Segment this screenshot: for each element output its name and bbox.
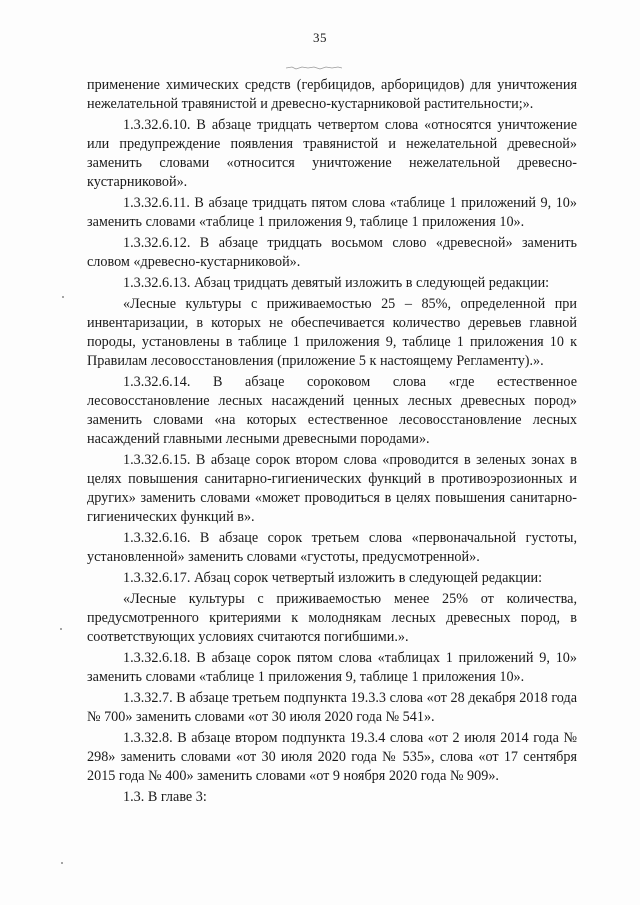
paragraph-12: 1.3.32.6.18. В абзаце сорок пятом слова «таблицах 1 приложений 9, 10» заменить словами «таблице 1 приложения 9, таблице 1 приложения 10». (87, 650, 577, 685)
paragraph-10: 1.3.32.6.17. Абзац сорок четвертый изложить в следующей редакции: (123, 570, 543, 586)
paragraph-13: 1.3.32.7. В абзаце третьем подпункта 19.3.3 слова «от 28 декабря 2018 года № 700» заменить словами «от 30 июля 2020 года № 541». (87, 690, 577, 725)
paragraph-6: «Лесные культуры с приживаемостью 25 – 85%, определенной при инвентаризации, в которых не обеспечивается количество деревьев главной породы, установлены в таблице 1 приложения 9, таблице 1 приложения 10 к Правилам лесовосстановления (приложение 5 к настоящему Регламенту).». (87, 296, 577, 369)
paragraph-14: 1.3.32.8. В абзаце втором подпункта 19.3.4 слова «от 2 июля 2014 года № 298» заменить словами «от 30 июля 2020 года № 535», слова «от 17 сентября 2015 года № 400» заменить словами «от 9 ноября 2020 года № 909». (87, 730, 577, 784)
paragraph-15: 1.3. В главе 3: (123, 789, 207, 805)
scan-dot (60, 628, 62, 630)
paragraph-2: 1.3.32.6.10. В абзаце тридцать четвертом слова «относятся уничтожение или предупреждение появления травянистой и нежелательной древесной» заменить словами «относится уничтожение нежелательной древесно-кустарниковой». (87, 117, 577, 190)
paragraph-11: «Лесные культуры с приживаемостью менее 25% от количества, предусмотренного критериями к молоднякам лесных древесных пород, в соответствующих условиях считаются погибшими.». (87, 591, 577, 645)
paragraph-9: 1.3.32.6.16. В абзаце сорок третьем слова «первоначальной густоты, установленной» заменить словами «густоты, предусмотренной». (87, 530, 577, 565)
paragraph-4: 1.3.32.6.12. В абзаце тридцать восьмом слово «древесной» заменить словом «древесно-кустарниковой». (87, 235, 577, 270)
scan-dot (62, 296, 64, 298)
paragraph-7: 1.3.32.6.14. В абзаце сороковом слова «где естественное лесовосстановление лесных насаждений ценных лесных древесных пород» заменить словами «на которых естественное лесовосстановление лесных насаждений главными лесными древесными породами». (87, 374, 577, 447)
scan-artifact (286, 66, 342, 70)
document-body (87, 76, 577, 809)
paragraph-8: 1.3.32.6.15. В абзаце сорок втором слова «проводится в зеленых зонах в целях повышения санитарно-гигиенических функций в противоэрозионных и других» заменить словами «может проводиться в целях повышения санитарно-гигиенических функций в». (87, 452, 577, 525)
paragraph-1: применение химических средств (гербицидов, арборицидов) для уничтожения нежелательной травянистой и древесно-кустарниковой растительности;». (87, 77, 577, 112)
paragraph-5: 1.3.32.6.13. Абзац тридцать девятый изложить в следующей редакции: (123, 275, 550, 291)
paragraph-3: 1.3.32.6.11. В абзаце тридцать пятом слова «таблице 1 приложений 9, 10» заменить словами «таблице 1 приложения 9, таблице 1 приложения 10». (87, 195, 577, 230)
scan-dot (61, 862, 63, 864)
page-number: 35 (313, 30, 327, 45)
